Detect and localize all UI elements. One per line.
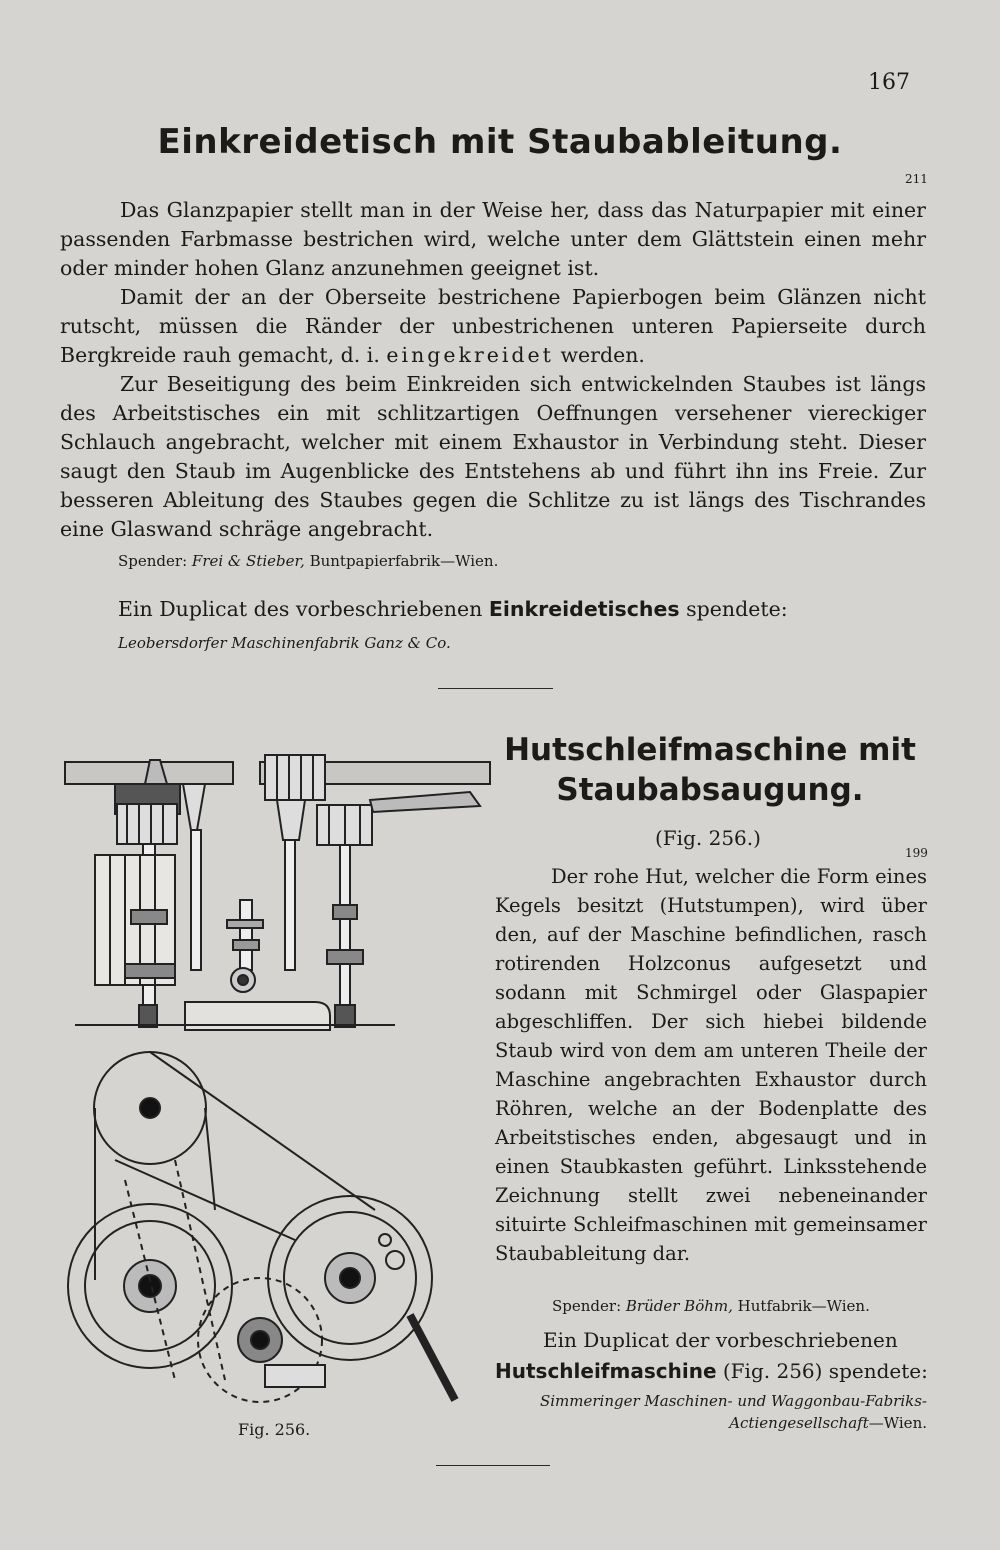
title-line: Staubabsaugung. xyxy=(556,772,864,808)
bold-term: Einkreidetisches xyxy=(488,597,680,621)
donor-name: Frei & Stieber, xyxy=(191,552,305,570)
emphasis-spaced: eingekreidet xyxy=(386,343,554,367)
text-run: Damit der an der Oberseite bestrichene Papierbogen beim Glänzen nicht rutscht, müssen die Ränder der unbestrichenen unteren Papierseite durch Bergkreide rauh gemacht, d. i. xyxy=(60,285,926,367)
section-title-einkreidetisch: Einkreidetisch mit Staubableitung. xyxy=(157,122,843,162)
duplicate-donor: Leobersdorfer Maschinenfabrik Ganz & Co. xyxy=(118,634,451,652)
donor-line xyxy=(552,1297,870,1315)
text-run: werden. xyxy=(560,343,645,367)
donor-label: Spender: xyxy=(118,552,188,570)
figure-reference: (Fig. 256.) xyxy=(655,826,761,850)
machine-elevation xyxy=(65,755,490,1030)
title-line: Hutschleifmaschine mit xyxy=(504,732,916,768)
duplicate-donor xyxy=(495,1390,927,1434)
donor-name: Brüder Böhm, xyxy=(625,1297,733,1315)
reference-number: 199 xyxy=(905,846,928,860)
duplicate-line xyxy=(118,597,788,621)
reference-number: 211 xyxy=(905,172,928,186)
text-run: Ein Duplicat des vorbeschriebenen xyxy=(118,597,483,621)
text-column xyxy=(495,862,927,1268)
donor-city: —Wien. xyxy=(868,1414,927,1432)
page-number: 167 xyxy=(868,70,910,95)
donor-firm: Buntpapierfabrik—Wien. xyxy=(309,552,499,570)
section-title-hutschleifmaschine xyxy=(490,730,930,810)
paragraph: Das Glanzpapier stellt man in der Weise her, dass das Naturpapier mit einer passenden Farbmasse bestrichen wird, welche unter dem Glättstein einen mehr oder minder hohen Glanz anzunehmen geeignet ist. xyxy=(60,198,926,280)
text-run: (Fig. 256) spendete: xyxy=(722,1359,928,1383)
hutschleifmaschine-illustration xyxy=(55,740,495,1420)
bold-term: Hutschleifmaschine xyxy=(495,1359,717,1383)
section-divider xyxy=(436,1465,550,1466)
donor-firm: Hutfabrik—Wien. xyxy=(737,1297,870,1315)
figure-caption: Fig. 256. xyxy=(238,1420,311,1439)
paragraph: Zur Beseitigung des beim Einkreiden sich entwickelnden Staubes ist längs des Arbeitstisches ein mit schlitzartigen Oeffnungen versehener viereckiger Schlauch angebracht, welcher mit einem Exhaustor in Verbindung steht. Dieser saugt den Staub im Augenblicke des Entstehens ab und führt ihn ins Freie. Zur besseren Ableitung des Staubes gegen die Schlitze zu ist längs des Tischrandes eine Glaswand schräge angebracht. xyxy=(60,372,926,541)
duplicate-line: Ein Duplicat der vorbeschriebenen xyxy=(543,1328,898,1352)
duplicate-line xyxy=(495,1359,928,1383)
paragraph xyxy=(60,283,926,370)
paragraph: Der rohe Hut, welcher die Form eines Kegels besitzt (Hutstumpen), wird über den, auf der Maschine befindlichen, rasch rotirenden Holzconus aufgesetzt und sodann mit Schmirgel oder Glaspapier abgeschliffen. Der sich hiebei bildende Staub wird von dem am unteren Theile der Maschine angebrachten Exhaustor durch Röhren, welche an der Bodenplatte des Arbeitstisches enden, abgesaugt und in einen Staubkasten geführt. Linksstehende Zeichnung stellt zwei nebeneinander situirte Schleifmaschinen mit gemeinsamer Staubableitung dar. xyxy=(495,865,927,1265)
donor-line xyxy=(118,552,498,570)
belt-drive-plan xyxy=(68,1052,455,1402)
text-run: spendete: xyxy=(686,597,788,621)
section-divider xyxy=(438,688,553,689)
donor-label: Spender: xyxy=(552,1297,622,1315)
donor-company: Simmeringer Maschinen- und Waggonbau-Fabriks-Actiengesellschaft xyxy=(539,1392,927,1432)
